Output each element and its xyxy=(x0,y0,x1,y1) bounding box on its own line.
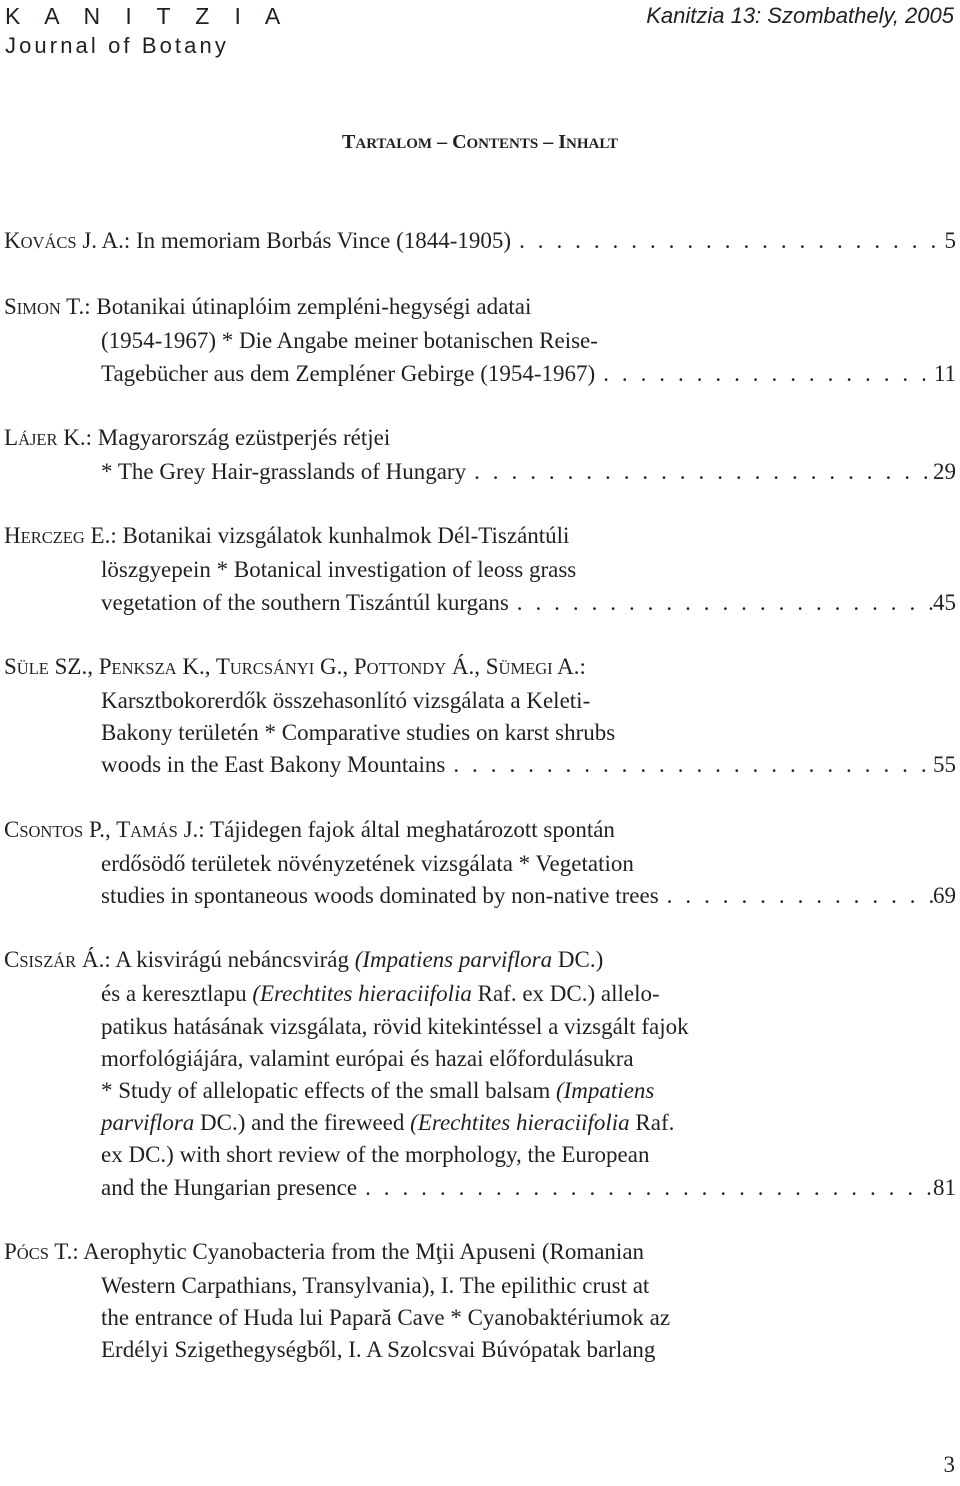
toc-entry xyxy=(0,651,956,782)
toc-title-text: Botanikai útinaplóim zempléni-hegységi adatai xyxy=(96,294,532,320)
toc-title-text: the entrance of Huda lui Papară Cave * Cyanobaktériumok az xyxy=(101,1305,671,1331)
toc-title-text: studies in spontaneous woods dominated by non-native trees xyxy=(101,883,659,909)
dot-leader xyxy=(445,749,933,781)
toc-authors: LÁJER K.: Magyarország ezüstperjés rétjei xyxy=(4,424,391,450)
toc-page-number: 55 xyxy=(933,752,956,778)
toc-title-text: parviflora DC.) and the fireweed (Erechtites hieraciifolia Raf. xyxy=(101,1110,675,1136)
toc-title-text: Magyarország ezüstperjés rétjei xyxy=(97,424,391,450)
toc-authors: CSISZÁR Á.: A kisvirágú nebáncsvirág (Impatiens parviflora DC.) xyxy=(4,947,604,973)
toc-title-text: Western Carpathians, Transylvania), I. The epilithic crust at xyxy=(101,1273,650,1299)
toc-entry xyxy=(0,225,956,259)
toc-page-number: 11 xyxy=(933,360,956,386)
toc-title-text: morfológiájára, valamint európai és hazai előfordulásukra xyxy=(101,1045,634,1071)
toc-title-text: (1954-1967) * Die Angabe meiner botanischen Reise- xyxy=(101,328,598,354)
toc-title-text: Tájidegen fajok által meghatározott spontán xyxy=(210,816,615,842)
dot-leader xyxy=(357,1172,933,1204)
toc-title-text: Botanikai vizsgálatok kunhalmok Dél-Tiszántúli xyxy=(122,523,570,549)
toc-title-text: Aerophytic Cyanobacteria from the Mţii Apuseni (Romanian xyxy=(83,1238,645,1264)
issue-info: Kanitzia 13: Szombathely, 2005 xyxy=(646,3,954,28)
toc-title-text: Karsztbokorerdők összehasonlító vizsgálata a Keleti- xyxy=(101,688,591,714)
dot-leader xyxy=(595,358,934,390)
toc-title-text: és a keresztlapu (Erechtites hieraciifolia Raf. ex DC.) allelo- xyxy=(101,981,660,1007)
toc-entry xyxy=(0,422,956,488)
table-of-contents xyxy=(0,225,956,1367)
toc-authors: SIMON T.: Botanikai útinaplóim zempléni-hegységi adatai xyxy=(4,294,532,320)
toc-page-number: 45 xyxy=(933,589,956,615)
toc-title-text: A kisvirágú nebáncsvirág (Impatiens parviflora DC.) xyxy=(115,947,604,973)
toc-title-text: * The Grey Hair-grasslands of Hungary xyxy=(101,459,467,485)
toc-title-text: vegetation of the southern Tiszántúl kurgans xyxy=(101,589,509,615)
toc-title-text: * Study of allelopatic effects of the small balsam (Impatiens xyxy=(101,1078,655,1104)
page-number: 3 xyxy=(943,1452,955,1477)
dot-leader xyxy=(509,587,933,619)
toc-entry xyxy=(0,1236,956,1367)
toc-page-number: 5 xyxy=(944,228,956,253)
toc-title-text: In memoriam Borbás Vince (1844-1905) xyxy=(136,228,512,253)
toc-title-text: löszgyepein * Botanical investigation of leoss grass xyxy=(101,557,577,583)
toc-title-text: Erdélyi Szigethegységből, I. A Szolcsvai Búvópatak barlang xyxy=(101,1337,656,1363)
toc-title-text: patikus hatásának vizsgálata, rövid kitekintéssel a vizsgált fajok xyxy=(101,1013,689,1039)
toc-entry xyxy=(0,520,956,619)
toc-entry xyxy=(0,291,956,390)
toc-authors: HERCZEG E.: Botanikai vizsgálatok kunhalmok Dél-Tiszántúli xyxy=(4,523,570,549)
toc-entry xyxy=(0,944,956,1204)
toc-title-text: and the Hungarian presence xyxy=(101,1174,358,1200)
journal-name: K A N I T Z I A xyxy=(5,3,290,29)
toc-page-number: 69 xyxy=(933,883,956,909)
toc-title-text: erdősödő területek növényzetének vizsgálata * Vegetation xyxy=(101,850,634,876)
toc-entry xyxy=(0,814,956,913)
dot-leader xyxy=(659,880,933,912)
toc-title-text: ex DC.) with short review of the morphology, the European xyxy=(101,1142,650,1168)
toc-title-text: Tagebücher aus dem Zempléner Gebirge (1954-1967) xyxy=(101,360,596,386)
contents-title: TARTALOM – CONTENTS – INHALT xyxy=(342,131,618,153)
toc-title-text: Bakony területén * Comparative studies on karst shrubs xyxy=(101,720,616,746)
toc-authors: CSONTOS P., TAMÁS J.: Tájidegen fajok által meghatározott spontán xyxy=(4,816,615,842)
toc-authors: SÜLE SZ., PENKSZA K., TURCSÁNYI G., POTTONDY Á., SÜMEGI A.: xyxy=(4,653,586,679)
toc-authors: PÓCS T.: Aerophytic Cyanobacteria from the Mţii Apuseni (Romanian xyxy=(4,1238,645,1264)
dot-leader xyxy=(511,225,944,259)
toc-title-text: woods in the East Bakony Mountains xyxy=(101,752,446,778)
journal-subtitle: Journal of Botany xyxy=(5,33,229,58)
toc-authors: KOVÁCS J. A.: In memoriam Borbás Vince (1844-1905) xyxy=(4,228,512,253)
toc-page-number: 29 xyxy=(933,459,956,485)
toc-page-number: 81 xyxy=(933,1174,956,1200)
dot-leader xyxy=(466,456,933,488)
